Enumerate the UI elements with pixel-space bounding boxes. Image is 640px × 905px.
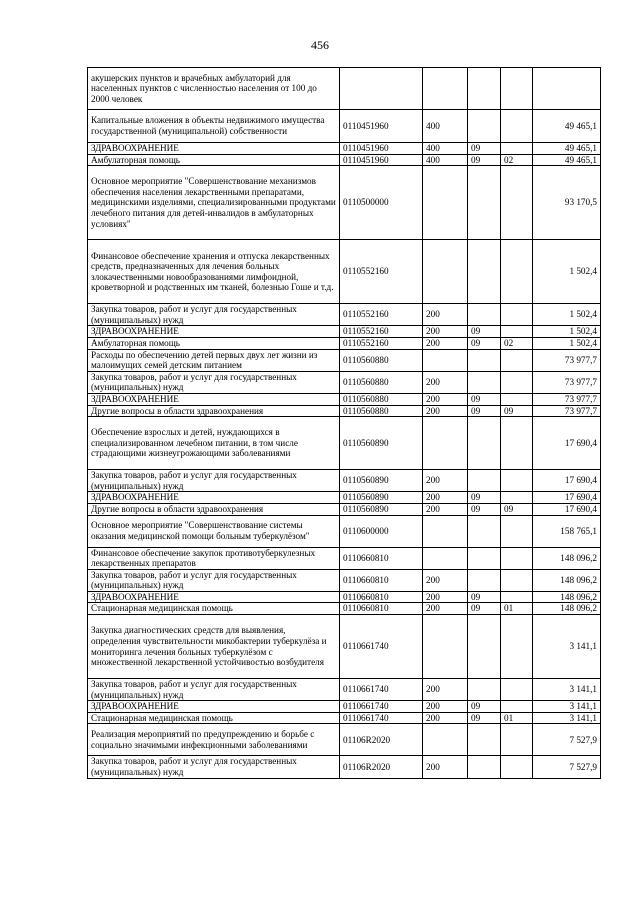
row-expense-type bbox=[423, 417, 468, 470]
row-subsection: 01 bbox=[501, 603, 533, 615]
row-expense-type: 200 bbox=[423, 337, 468, 349]
row-name: Закупка товаров, работ и услуг для государственных (муниципальных) нужд bbox=[88, 371, 340, 393]
row-section: 09 bbox=[468, 503, 501, 515]
row-amount: 3 141,1 bbox=[533, 701, 601, 713]
row-subsection: 02 bbox=[501, 154, 533, 166]
row-section: 09 bbox=[468, 701, 501, 713]
row-section bbox=[468, 371, 501, 393]
row-expense-type bbox=[423, 349, 468, 371]
row-section: 09 bbox=[468, 143, 501, 155]
row-section bbox=[468, 304, 501, 326]
row-subsection bbox=[501, 143, 533, 155]
row-expense-type: 400 bbox=[423, 143, 468, 155]
row-name: ЗДРАВООХРАНЕНИЕ bbox=[88, 143, 340, 155]
row-amount: 1 502,4 bbox=[533, 337, 601, 349]
row-expense-type bbox=[423, 547, 468, 569]
row-amount: 1 502,4 bbox=[533, 240, 601, 304]
table-row bbox=[88, 154, 601, 166]
row-subsection bbox=[501, 68, 533, 110]
row-subsection: 09 bbox=[501, 503, 533, 515]
row-name: Обеспечение взрослых и детей, нуждающихся в специализированном лечебном питании, в том числе страдающими жизнеугрожающими заболеваниями bbox=[88, 417, 340, 470]
table-row bbox=[88, 503, 601, 515]
row-code: 0110552160 bbox=[340, 240, 423, 304]
row-code: 0110560880 bbox=[340, 393, 423, 405]
table-row bbox=[88, 679, 601, 701]
row-code: 0110560890 bbox=[340, 417, 423, 470]
row-amount: 49 465,1 bbox=[533, 143, 601, 155]
row-amount: 1 502,4 bbox=[533, 304, 601, 326]
row-amount: 93 170,5 bbox=[533, 166, 601, 240]
row-expense-type: 200 bbox=[423, 371, 468, 393]
row-code: 0110661740 bbox=[340, 615, 423, 679]
table-row bbox=[88, 143, 601, 155]
budget-table-body bbox=[88, 68, 601, 779]
row-amount: 17 690,4 bbox=[533, 503, 601, 515]
table-row bbox=[88, 371, 601, 393]
row-section: 09 bbox=[468, 393, 501, 405]
table-row bbox=[88, 240, 601, 304]
table-row bbox=[88, 304, 601, 326]
row-section bbox=[468, 68, 501, 110]
row-name: Капитальные вложения в объекты недвижимого имущества государственной (муниципальной) собственности bbox=[88, 110, 340, 143]
row-subsection bbox=[501, 166, 533, 240]
table-row bbox=[88, 515, 601, 547]
row-code: 0110451960 bbox=[340, 143, 423, 155]
row-amount: 148 096,2 bbox=[533, 591, 601, 603]
row-name: Закупка диагностических средств для выявления, определения чувствительности микобактерии туберкулёза и мониторинга лечения больных туберкулёзом с множественной лекарственной устойчивостью возбудителя bbox=[88, 615, 340, 679]
row-expense-type: 200 bbox=[423, 756, 468, 778]
row-section bbox=[468, 724, 501, 756]
table-row bbox=[88, 569, 601, 591]
row-section: 09 bbox=[468, 591, 501, 603]
row-name: Закупка товаров, работ и услуг для государственных (муниципальных) нужд bbox=[88, 304, 340, 326]
row-subsection bbox=[501, 724, 533, 756]
table-row bbox=[88, 547, 601, 569]
table-row bbox=[88, 326, 601, 338]
row-expense-type: 200 bbox=[423, 326, 468, 338]
row-amount: 148 096,2 bbox=[533, 569, 601, 591]
table-row bbox=[88, 591, 601, 603]
row-section bbox=[468, 569, 501, 591]
row-code: 0110661740 bbox=[340, 701, 423, 713]
row-code: 0110552160 bbox=[340, 337, 423, 349]
table-row bbox=[88, 68, 601, 110]
row-code: 0110560890 bbox=[340, 470, 423, 492]
table-row bbox=[88, 349, 601, 371]
row-amount: 73 977,7 bbox=[533, 371, 601, 393]
row-section bbox=[468, 547, 501, 569]
row-section: 09 bbox=[468, 326, 501, 338]
row-subsection bbox=[501, 240, 533, 304]
row-section: 09 bbox=[468, 712, 501, 724]
row-code: 0110660810 bbox=[340, 547, 423, 569]
row-expense-type: 200 bbox=[423, 712, 468, 724]
row-expense-type: 200 bbox=[423, 492, 468, 504]
row-code: 0110500000 bbox=[340, 166, 423, 240]
row-subsection bbox=[501, 393, 533, 405]
row-code: 0110560880 bbox=[340, 371, 423, 393]
row-expense-type: 200 bbox=[423, 470, 468, 492]
table-row bbox=[88, 417, 601, 470]
row-amount: 49 465,1 bbox=[533, 110, 601, 143]
row-section: 09 bbox=[468, 492, 501, 504]
table-row bbox=[88, 405, 601, 417]
row-name: Закупка товаров, работ и услуг для государственных (муниципальных) нужд bbox=[88, 470, 340, 492]
row-section bbox=[468, 349, 501, 371]
row-subsection bbox=[501, 569, 533, 591]
table-row bbox=[88, 756, 601, 778]
row-section: 09 bbox=[468, 154, 501, 166]
row-amount bbox=[533, 68, 601, 110]
row-expense-type bbox=[423, 515, 468, 547]
row-expense-type: 200 bbox=[423, 603, 468, 615]
row-code bbox=[340, 68, 423, 110]
row-expense-type: 200 bbox=[423, 405, 468, 417]
row-name: Закупка товаров, работ и услуг для государственных (муниципальных) нужд bbox=[88, 569, 340, 591]
row-name: Расходы по обеспечению детей первых двух лет жизни из малоимущих семей детским питанием bbox=[88, 349, 340, 371]
row-name: Закупка товаров, работ и услуг для государственных (муниципальных) нужд bbox=[88, 756, 340, 778]
row-code: 0110560890 bbox=[340, 503, 423, 515]
row-expense-type: 200 bbox=[423, 591, 468, 603]
table-row bbox=[88, 492, 601, 504]
row-code: 0110451960 bbox=[340, 110, 423, 143]
row-code: 0110560880 bbox=[340, 349, 423, 371]
row-name: Стационарная медицинская помощь bbox=[88, 712, 340, 724]
row-name: Амбулаторная помощь bbox=[88, 154, 340, 166]
row-subsection: 09 bbox=[501, 405, 533, 417]
table-row bbox=[88, 701, 601, 713]
row-section bbox=[468, 679, 501, 701]
row-code: 0110661740 bbox=[340, 712, 423, 724]
row-name: Основное мероприятие "Совершенствование системы оказания медицинской помощи больным туберкулёзом" bbox=[88, 515, 340, 547]
row-name: ЗДРАВООХРАНЕНИЕ bbox=[88, 701, 340, 713]
row-amount: 7 527,9 bbox=[533, 724, 601, 756]
row-amount: 49 465,1 bbox=[533, 154, 601, 166]
row-section bbox=[468, 470, 501, 492]
row-expense-type bbox=[423, 724, 468, 756]
row-code: 01106R2020 bbox=[340, 724, 423, 756]
row-code: 0110660810 bbox=[340, 569, 423, 591]
row-code: 0110661740 bbox=[340, 679, 423, 701]
row-name: Закупка товаров, работ и услуг для государственных (муниципальных) нужд bbox=[88, 679, 340, 701]
row-subsection bbox=[501, 470, 533, 492]
row-name: ЗДРАВООХРАНЕНИЕ bbox=[88, 591, 340, 603]
row-amount: 7 527,9 bbox=[533, 756, 601, 778]
row-code: 0110451960 bbox=[340, 154, 423, 166]
row-subsection bbox=[501, 591, 533, 603]
row-code: 0110660810 bbox=[340, 591, 423, 603]
row-section bbox=[468, 615, 501, 679]
row-expense-type: 200 bbox=[423, 701, 468, 713]
row-subsection bbox=[501, 679, 533, 701]
row-amount: 158 765,1 bbox=[533, 515, 601, 547]
row-subsection bbox=[501, 110, 533, 143]
row-code: 0110552160 bbox=[340, 304, 423, 326]
row-amount: 3 141,1 bbox=[533, 679, 601, 701]
row-subsection: 01 bbox=[501, 712, 533, 724]
row-subsection bbox=[501, 349, 533, 371]
row-expense-type bbox=[423, 68, 468, 110]
row-expense-type: 200 bbox=[423, 569, 468, 591]
table-row bbox=[88, 724, 601, 756]
row-amount: 73 977,7 bbox=[533, 349, 601, 371]
row-section bbox=[468, 515, 501, 547]
row-subsection bbox=[501, 326, 533, 338]
row-name: Финансовое обеспечение хранения и отпуска лекарственных средств, предназначенных для лечения больных злокачественными новообразованиями лимфоидной, кроветворной и родственных им тканей, болезнью Гоше и т.д. bbox=[88, 240, 340, 304]
row-code: 0110660810 bbox=[340, 603, 423, 615]
row-expense-type: 400 bbox=[423, 110, 468, 143]
table-row bbox=[88, 110, 601, 143]
row-subsection bbox=[501, 492, 533, 504]
row-section: 09 bbox=[468, 405, 501, 417]
row-name: Амбулаторная помощь bbox=[88, 337, 340, 349]
table-row bbox=[88, 470, 601, 492]
table-row bbox=[88, 712, 601, 724]
row-amount: 17 690,4 bbox=[533, 470, 601, 492]
page-number: 456 bbox=[311, 38, 329, 52]
row-subsection bbox=[501, 304, 533, 326]
row-amount: 3 141,1 bbox=[533, 615, 601, 679]
row-name: Реализация мероприятий по предупреждению и борьбе с социально значимыми инфекционными заболеваниями bbox=[88, 724, 340, 756]
row-amount: 17 690,4 bbox=[533, 417, 601, 470]
row-name: ЗДРАВООХРАНЕНИЕ bbox=[88, 393, 340, 405]
table-row bbox=[88, 603, 601, 615]
row-expense-type: 200 bbox=[423, 679, 468, 701]
row-section: 09 bbox=[468, 337, 501, 349]
budget-table bbox=[87, 67, 601, 779]
row-subsection bbox=[501, 515, 533, 547]
row-expense-type: 200 bbox=[423, 304, 468, 326]
row-expense-type bbox=[423, 240, 468, 304]
table-row bbox=[88, 166, 601, 240]
row-expense-type: 200 bbox=[423, 503, 468, 515]
row-code: 0110552160 bbox=[340, 326, 423, 338]
row-subsection bbox=[501, 615, 533, 679]
row-subsection: 02 bbox=[501, 337, 533, 349]
row-subsection bbox=[501, 701, 533, 713]
row-amount: 73 977,7 bbox=[533, 393, 601, 405]
row-amount: 148 096,2 bbox=[533, 603, 601, 615]
row-code: 01106R2020 bbox=[340, 756, 423, 778]
table-row bbox=[88, 337, 601, 349]
row-name: акушерских пунктов и врачебных амбулаторий для населенных пунктов с численностью населения от 100 до 2000 человек bbox=[88, 68, 340, 110]
row-amount: 73 977,7 bbox=[533, 405, 601, 417]
row-amount: 3 141,1 bbox=[533, 712, 601, 724]
row-code: 0110560880 bbox=[340, 405, 423, 417]
row-name: Стационарная медицинская помощь bbox=[88, 603, 340, 615]
table-row bbox=[88, 615, 601, 679]
row-amount: 148 096,2 bbox=[533, 547, 601, 569]
row-expense-type: 400 bbox=[423, 154, 468, 166]
row-section bbox=[468, 240, 501, 304]
row-section bbox=[468, 756, 501, 778]
row-name: ЗДРАВООХРАНЕНИЕ bbox=[88, 492, 340, 504]
row-amount: 17 690,4 bbox=[533, 492, 601, 504]
row-name: Другие вопросы в области здравоохранения bbox=[88, 503, 340, 515]
row-section: 09 bbox=[468, 603, 501, 615]
row-code: 0110560890 bbox=[340, 492, 423, 504]
row-expense-type: 200 bbox=[423, 393, 468, 405]
row-name: ЗДРАВООХРАНЕНИЕ bbox=[88, 326, 340, 338]
row-expense-type bbox=[423, 166, 468, 240]
row-code: 0110600000 bbox=[340, 515, 423, 547]
row-expense-type bbox=[423, 615, 468, 679]
row-name: Другие вопросы в области здравоохранения bbox=[88, 405, 340, 417]
row-subsection bbox=[501, 417, 533, 470]
row-name: Финансовое обеспечение закупок противотуберкулезных лекарственных препаратов bbox=[88, 547, 340, 569]
row-section bbox=[468, 417, 501, 470]
row-subsection bbox=[501, 547, 533, 569]
row-subsection bbox=[501, 371, 533, 393]
row-section bbox=[468, 110, 501, 143]
row-name: Основное мероприятие "Совершенствование механизмов обеспечения населения лекарственными препаратами, медицинскими изделиями, специализированными продуктами лечебного питания для детей-инвалидов в амбулаторных условиях" bbox=[88, 166, 340, 240]
table-row bbox=[88, 393, 601, 405]
row-section bbox=[468, 166, 501, 240]
row-amount: 1 502,4 bbox=[533, 326, 601, 338]
row-subsection bbox=[501, 756, 533, 778]
